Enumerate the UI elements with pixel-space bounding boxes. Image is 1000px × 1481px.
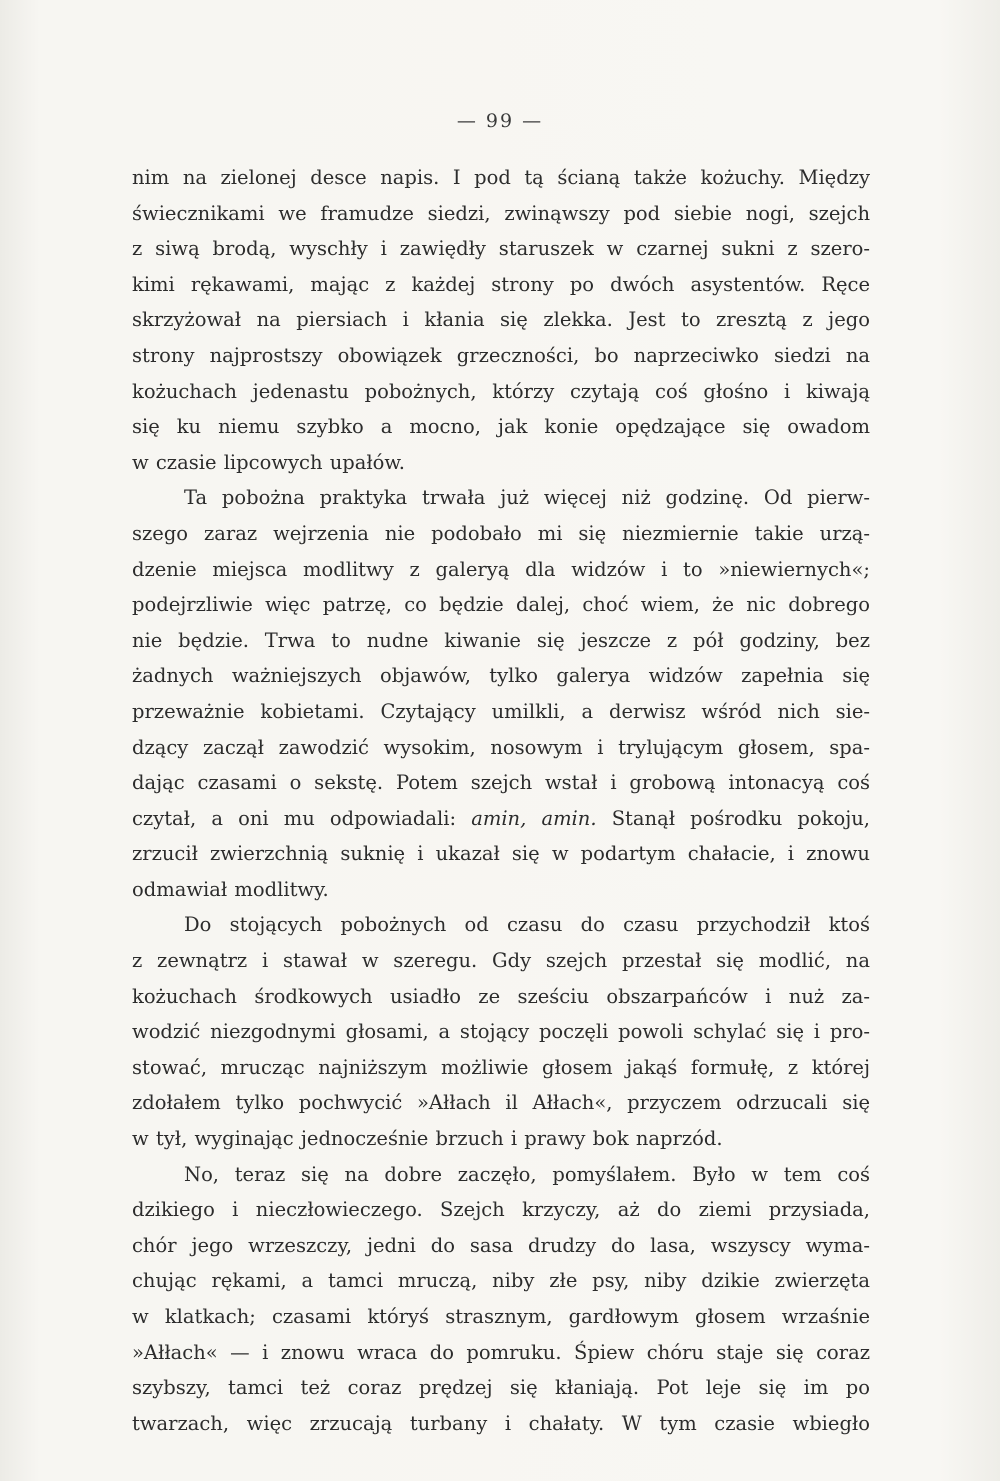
text-line: podejrzliwie więc patrzę, co będzie dalej, choć wiem, że nic dobrego (132, 593, 870, 617)
text-line: kożuchach jedenastu pobożnych, którzy czytają coś głośno i kiwają (132, 379, 870, 403)
text-line: w klatkach; czasami któryś strasznym, gardłowym głosem wrzaśnie (132, 1305, 870, 1328)
text-line: świecznikami we framudze siedzi, zwinąwszy pod siebie nogi, szejch (132, 201, 870, 225)
text-segment: Stanął pośrodku pokoju, (596, 806, 871, 830)
text-line: kożuchach środkowych usiadło ze sześciu obszarpańców i nuż za- (132, 984, 870, 1008)
text-line: w czasie lipcowych upałów. (132, 450, 406, 474)
text-line: w tył, wyginając jednocześnie brzuch i prawy bok naprzód. (132, 1127, 723, 1151)
text-line: dzikiego i nieczłowieczego. Szejch krzyczy, aż do ziemi przysiada, (132, 1198, 870, 1222)
text-line: kimi rękawami, mając z każdej strony po dwóch asystentów. Ręce (132, 272, 870, 296)
text-line: nim na zielonej desce napis. I pod tą ścianą także kożuchy. Między (132, 166, 870, 189)
text-line: chór jego wrzeszczy, jedni do sasa drudzy do lasa, wszyscy wyma- (132, 1233, 870, 1257)
text-segment: czytał, a oni mu odpowiadali: (132, 806, 472, 830)
italic-phrase: amin, amin. (471, 806, 597, 830)
body-text (132, 160, 870, 1441)
text-line: szybszy, tamci też coraz prędzej się kłaniają. Pot leje się im po (132, 1376, 870, 1400)
page-number: — 99 — (456, 110, 544, 132)
text-line: z zewnątrz i stawał w szeregu. Gdy szejch przestał się modlić, na (132, 949, 870, 973)
text-line: wodzić niezgodnymi głosami, a stojący poczęli powoli schylać się i pro- (132, 1020, 870, 1044)
text-line (132, 801, 870, 837)
text-line: żadnych ważniejszych objawów, tylko galerya widzów zapełnia się (132, 664, 870, 688)
text-line: skrzyżował na piersiach i kłania się zlekka. Jest to zresztą z jego (132, 308, 870, 332)
text-line: z siwą brodą, wyschły i zawiędły staruszek w czarnej sukni z szero- (132, 237, 870, 261)
text-line: się ku niemu szybko a mocno, jak konie opędzające się owadom (132, 415, 870, 439)
text-line: chując rękami, a tamci mruczą, niby złe psy, niby dzikie zwierzęta (132, 1269, 870, 1293)
text-line: nie będzie. Trwa to nudne kiwanie się jeszcze z pół godziny, bez (132, 628, 870, 652)
text-line: »Ałłach« — i znowu wraca do pomruku. Śpiew chóru staje się coraz (132, 1340, 870, 1364)
text-line: twarzach, więc zrzucają turbany i chałaty. W tym czasie wbiegło (132, 1411, 870, 1435)
text-line: zrzucił zwierzchnią suknię i ukazał się w podartym chałacie, i znowu (132, 842, 870, 866)
text-line: Do stojących pobożnych od czasu do czasu przychodził ktoś (184, 913, 870, 937)
text-line: stować, mrucząc najniższym możliwie głosem jakąś formułę, z której (132, 1055, 870, 1079)
text-line: dzący zaczął zawodzić wysokim, nosowym i trylującym głosem, spa- (132, 735, 870, 759)
text-line: dając czasami o sekstę. Potem szejch wstał i grobową intonacyą coś (132, 771, 870, 795)
text-line: przeważnie kobietami. Czytający umilkli, a derwisz wśród nich sie- (132, 699, 870, 723)
text-line: No, teraz się na dobre zaczęło, pomyślałem. Było w tem coś (184, 1162, 870, 1186)
text-line: szego zaraz wejrzenia nie podobało mi się niezmiernie takie urzą- (132, 521, 870, 545)
text-line: Ta pobożna praktyka trwała już więcej niż godzinę. Od pierw- (184, 486, 870, 510)
text-line: strony najprostszy obowiązek grzeczności, bo naprzeciwko siedzi na (132, 343, 870, 367)
text-line: odmawiał modlitwy. (132, 877, 329, 901)
text-line: dzenie miejsca modlitwy z galeryą dla widzów i to »niewiernych«; (132, 557, 870, 581)
text-line: zdołałem tylko pochwycić »Ałłach il Ałłach«, przyczem odrzucali się (132, 1091, 870, 1115)
